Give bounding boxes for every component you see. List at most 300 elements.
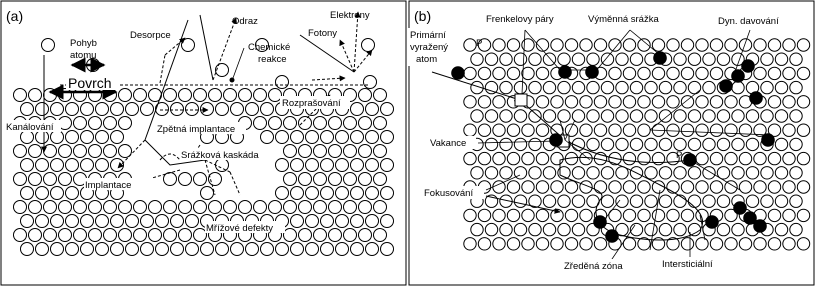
- lattice-atom: [594, 96, 606, 108]
- lattice-atom: [514, 167, 526, 179]
- lattice-atom: [674, 81, 686, 93]
- lattice-atom: [587, 167, 599, 179]
- lattice-atom: [194, 173, 207, 186]
- displaced-atom: [720, 80, 733, 93]
- lattice-atom: [359, 173, 372, 186]
- lattice-b: [464, 39, 810, 250]
- lattice-atom: [464, 96, 476, 108]
- lattice-atom: [609, 124, 621, 136]
- lattice-atom: [797, 209, 809, 221]
- lattice-atom: [688, 110, 700, 122]
- lattice-atom: [314, 117, 327, 130]
- lattice-atom: [366, 103, 379, 116]
- lattice-atom: [688, 195, 700, 207]
- lattice-atom: [529, 53, 541, 65]
- lattice-atom: [493, 39, 505, 51]
- lattice-atom: [623, 96, 635, 108]
- lattice-atom: [514, 223, 526, 235]
- lattice-atom: [507, 209, 519, 221]
- lattice-atom: [186, 243, 199, 256]
- lattice-atom: [717, 138, 729, 150]
- lattice-atom: [681, 124, 693, 136]
- lattice-atom: [601, 167, 613, 179]
- lattice-atom: [59, 173, 72, 186]
- lattice-atom: [209, 173, 222, 186]
- lattice-atom: [645, 167, 657, 179]
- lattice-atom: [344, 173, 357, 186]
- lattice-atom: [587, 138, 599, 150]
- lattice-atom: [291, 159, 304, 172]
- lattice-atom: [478, 209, 490, 221]
- lattice-atom: [269, 117, 282, 130]
- label-pohyb-2: atomu: [70, 50, 97, 61]
- lattice-atom: [783, 124, 795, 136]
- lattice-atom: [522, 124, 534, 136]
- displaced-atom: [754, 220, 767, 233]
- lattice-atom: [630, 138, 642, 150]
- lattice-atom: [464, 67, 476, 79]
- lattice-atom: [601, 110, 613, 122]
- lattice-atom: [29, 201, 42, 214]
- lattice-atom: [471, 110, 483, 122]
- displaced-atom: [750, 92, 763, 105]
- lattice-atom: [667, 96, 679, 108]
- lattice-atom: [630, 195, 642, 207]
- lattice-atom: [652, 96, 664, 108]
- lattice-atom: [710, 238, 722, 250]
- lattice-atom: [717, 110, 729, 122]
- lattice-atom: [336, 159, 349, 172]
- lattice-atom: [111, 243, 124, 256]
- lattice-atom: [329, 145, 342, 158]
- lattice-atom: [775, 223, 787, 235]
- label-fotony: Fotony: [308, 28, 338, 39]
- lattice-atom: [81, 159, 94, 172]
- lattice-atom: [717, 53, 729, 65]
- lattice-atom: [96, 215, 109, 228]
- lattice-atom: [231, 243, 244, 256]
- lattice-atom: [783, 96, 795, 108]
- lattice-atom: [500, 223, 512, 235]
- lattice-atom: [314, 173, 327, 186]
- lattice-atom: [299, 145, 312, 158]
- lattice-atom: [696, 67, 708, 79]
- lattice-atom: [725, 152, 737, 164]
- lattice-atom: [522, 209, 534, 221]
- lattice-atom: [464, 152, 476, 164]
- lattice-atom: [623, 67, 635, 79]
- lattice-atom: [717, 223, 729, 235]
- lattice-atom: [522, 152, 534, 164]
- lattice-atom: [186, 103, 199, 116]
- lattice-atom: [551, 152, 563, 164]
- lattice-atom: [216, 64, 229, 77]
- lattice-atom: [119, 229, 132, 242]
- lattice-atom: [366, 243, 379, 256]
- lattice-atom: [688, 53, 700, 65]
- lattice-atom: [471, 223, 483, 235]
- lattice-atom: [529, 81, 541, 93]
- displaced-atom: [742, 60, 755, 73]
- lattice-atom: [746, 195, 758, 207]
- lattice-atom: [44, 201, 57, 214]
- lattice-atom: [710, 96, 722, 108]
- lattice-atom: [659, 81, 671, 93]
- lattice-atom: [746, 110, 758, 122]
- lattice-atom: [359, 89, 372, 102]
- label-odraz: Odraz: [232, 16, 258, 27]
- lattice-atom: [768, 67, 780, 79]
- lattice-atom: [761, 53, 773, 65]
- lattice-atom: [674, 138, 686, 150]
- lattice-atom: [284, 145, 297, 158]
- lattice-atom: [381, 131, 394, 144]
- lattice-atom: [609, 96, 621, 108]
- lattice-atom: [321, 215, 334, 228]
- lattice-atom: [580, 96, 592, 108]
- lattice-atom: [224, 89, 237, 102]
- lattice-atom: [14, 89, 27, 102]
- lattice-atom: [761, 81, 773, 93]
- lattice-atom: [688, 138, 700, 150]
- lattice-atom: [725, 238, 737, 250]
- lattice-atom: [565, 181, 577, 193]
- lattice-atom: [594, 181, 606, 193]
- lattice-atom: [89, 117, 102, 130]
- label-implantace: Implantace: [85, 180, 132, 191]
- lattice-atom: [374, 89, 387, 102]
- lattice-atom: [96, 159, 109, 172]
- lattice-atom: [321, 187, 334, 200]
- lattice-atom: [344, 117, 357, 130]
- lattice-atom: [44, 145, 57, 158]
- displaced-atom: [732, 70, 745, 83]
- lattice-atom: [500, 110, 512, 122]
- label-dyn: Dyn. davování: [718, 16, 779, 27]
- lattice-atom: [29, 145, 42, 158]
- lattice-atom: [754, 67, 766, 79]
- lattice-atom: [746, 138, 758, 150]
- lattice-atom: [710, 67, 722, 79]
- label-primarni-1: Primární: [410, 30, 446, 41]
- lattice-atom: [299, 229, 312, 242]
- lattice-atom: [284, 229, 297, 242]
- lattice-atom: [638, 67, 650, 79]
- lattice-atom: [141, 243, 154, 256]
- lattice-atom: [558, 110, 570, 122]
- label-kanalovani: Kanálování: [6, 122, 54, 133]
- lattice-atom: [471, 167, 483, 179]
- lattice-atom: [299, 201, 312, 214]
- lattice-atom: [44, 173, 57, 186]
- lattice-atom: [464, 124, 476, 136]
- lattice-atom: [261, 243, 274, 256]
- lattice-atom: [645, 81, 657, 93]
- lattice-atom: [645, 110, 657, 122]
- lattice-atom: [783, 39, 795, 51]
- displaced-atom: [706, 216, 719, 229]
- lattice-atom: [36, 187, 49, 200]
- lattice-atom: [96, 131, 109, 144]
- lattice-atom: [51, 103, 64, 116]
- lattice-atom: [362, 39, 375, 52]
- lattice-atom: [194, 229, 207, 242]
- label-zredena: Zředěná zóna: [564, 261, 623, 272]
- lattice-atom: [572, 223, 584, 235]
- lattice-atom: [364, 76, 377, 89]
- lattice-atom: [652, 67, 664, 79]
- lattice-atom: [783, 67, 795, 79]
- panel-a-tag: (a): [6, 8, 24, 24]
- lattice-atom: [478, 238, 490, 250]
- lattice-atom: [652, 39, 664, 51]
- lattice-atom: [464, 39, 476, 51]
- lattice-atom: [775, 167, 787, 179]
- lattice-atom: [609, 67, 621, 79]
- lattice-atom: [239, 201, 252, 214]
- lattice-atom: [111, 159, 124, 172]
- lattice-atom: [366, 187, 379, 200]
- lattice-atom: [500, 53, 512, 65]
- displaced-atom: [734, 202, 747, 215]
- lattice-atom: [306, 131, 319, 144]
- lattice-atom: [551, 181, 563, 193]
- lattice-atom: [507, 152, 519, 164]
- lattice-atom: [359, 201, 372, 214]
- lattice-atom: [696, 96, 708, 108]
- lattice-atom: [630, 81, 642, 93]
- lattice-atom: [703, 53, 715, 65]
- lattice-atom: [768, 181, 780, 193]
- lattice-atom: [366, 159, 379, 172]
- lattice-atom: [119, 89, 132, 102]
- lattice-atom: [500, 138, 512, 150]
- lattice-atom: [119, 117, 132, 130]
- lattice-atom: [696, 124, 708, 136]
- lattice-atom: [493, 124, 505, 136]
- lattice-atom: [261, 131, 274, 144]
- lattice-atom: [667, 209, 679, 221]
- label-intersticialni: Intersticiální: [662, 259, 713, 270]
- lattice-atom: [688, 167, 700, 179]
- lattice-atom: [572, 167, 584, 179]
- lattice-atom: [66, 215, 79, 228]
- lattice-atom: [276, 159, 289, 172]
- lattice-atom: [710, 39, 722, 51]
- lattice-atom: [493, 152, 505, 164]
- lattice-atom: [775, 195, 787, 207]
- lattice-atom: [51, 187, 64, 200]
- lattice-atom: [667, 124, 679, 136]
- label-primarni-2: vyražený: [410, 42, 449, 53]
- displaced-atom: [654, 52, 667, 65]
- lattice-atom: [29, 89, 42, 102]
- lattice-atom: [536, 124, 548, 136]
- lattice-atom: [329, 201, 342, 214]
- lattice-atom: [89, 145, 102, 158]
- lattice-atom: [754, 181, 766, 193]
- lattice-atom: [126, 243, 139, 256]
- lattice-atom: [659, 110, 671, 122]
- lattice-atom: [336, 215, 349, 228]
- lattice-atom: [194, 201, 207, 214]
- lattice-atom: [276, 131, 289, 144]
- lattice-atom: [732, 167, 744, 179]
- lattice-atom: [514, 110, 526, 122]
- lattice-atom: [797, 181, 809, 193]
- lattice-atom: [529, 223, 541, 235]
- lattice-atom: [246, 103, 259, 116]
- lattice-atom: [580, 238, 592, 250]
- lattice-atom: [659, 138, 671, 150]
- lattice-atom: [507, 67, 519, 79]
- lattice-atom: [179, 201, 192, 214]
- lattice-atom: [89, 201, 102, 214]
- lattice-atom: [500, 167, 512, 179]
- electron-out: [354, 12, 358, 72]
- lattice-atom: [536, 96, 548, 108]
- lattice-atom: [551, 96, 563, 108]
- lattice-atom: [558, 195, 570, 207]
- lattice-a: [14, 39, 394, 256]
- lattice-atom: [768, 96, 780, 108]
- lattice-atom: [775, 110, 787, 122]
- lattice-atom: [580, 152, 592, 164]
- label-mrizove: Mřížové defekty: [206, 223, 274, 234]
- lattice-atom: [507, 181, 519, 193]
- lattice-atom: [141, 103, 154, 116]
- lattice-atom: [344, 201, 357, 214]
- lattice-atom: [790, 138, 802, 150]
- lattice-atom: [59, 201, 72, 214]
- lattice-atom: [21, 215, 34, 228]
- lattice-atom: [551, 39, 563, 51]
- lattice-atom: [797, 238, 809, 250]
- lattice-atom: [543, 167, 555, 179]
- lattice-atom: [216, 103, 229, 116]
- lattice-atom: [688, 81, 700, 93]
- lattice-atom: [74, 201, 87, 214]
- lattice-atom: [565, 209, 577, 221]
- lattice-atom: [314, 229, 327, 242]
- lattice-atom: [659, 195, 671, 207]
- lattice-atom: [351, 215, 364, 228]
- lattice-atom: [464, 238, 476, 250]
- lattice-atom: [485, 110, 497, 122]
- lattice-atom: [659, 167, 671, 179]
- lattice-atom: [601, 138, 613, 150]
- lattice-atom: [732, 81, 744, 93]
- lattice-atom: [674, 110, 686, 122]
- lattice-atom: [201, 103, 214, 116]
- lattice-atom: [529, 167, 541, 179]
- lattice-atom: [96, 243, 109, 256]
- lattice-atom: [485, 53, 497, 65]
- lattice-atom: [381, 243, 394, 256]
- lattice-atom: [790, 167, 802, 179]
- lattice-atom: [493, 96, 505, 108]
- lattice-atom: [725, 96, 737, 108]
- lattice-atom: [299, 173, 312, 186]
- lattice-atom: [616, 138, 628, 150]
- lattice-atom: [681, 96, 693, 108]
- lattice-atom: [565, 39, 577, 51]
- lattice-atom: [572, 195, 584, 207]
- lattice-atom: [725, 124, 737, 136]
- lattice-atom: [66, 159, 79, 172]
- lattice-atom: [674, 53, 686, 65]
- lattice-atom: [478, 96, 490, 108]
- lattice-atom: [768, 238, 780, 250]
- displaced-atom: [452, 67, 465, 80]
- label-povrch: Povrch: [68, 75, 112, 91]
- lattice-atom: [351, 243, 364, 256]
- displaced-atom: [594, 216, 607, 229]
- lattice-atom: [321, 159, 334, 172]
- lattice-atom: [209, 201, 222, 214]
- lattice-atom: [201, 243, 214, 256]
- lattice-atom: [638, 152, 650, 164]
- lattice-atom: [374, 117, 387, 130]
- lattice-atom: [609, 181, 621, 193]
- lattice-atom: [797, 67, 809, 79]
- lattice-atom: [580, 209, 592, 221]
- lattice-atom: [485, 167, 497, 179]
- lattice-atom: [186, 215, 199, 228]
- lattice-atom: [306, 215, 319, 228]
- lattice-atom: [710, 152, 722, 164]
- lattice-atom: [514, 138, 526, 150]
- lattice-atom: [224, 201, 237, 214]
- label-frenkel: Frenkelovy páry: [486, 14, 554, 25]
- displaced-atom: [762, 134, 775, 147]
- lattice-atom: [381, 159, 394, 172]
- label-p-top: P: [476, 38, 483, 49]
- lattice-atom: [797, 39, 809, 51]
- lattice-atom: [536, 181, 548, 193]
- lattice-atom: [732, 110, 744, 122]
- lattice-atom: [81, 215, 94, 228]
- lattice-atom: [374, 145, 387, 158]
- lattice-atom: [29, 173, 42, 186]
- lattice-atom: [179, 173, 192, 186]
- lattice-atom: [36, 103, 49, 116]
- lattice-atom: [638, 181, 650, 193]
- lattice-atom: [529, 138, 541, 150]
- displaced-atom: [684, 154, 697, 167]
- lattice-atom: [51, 215, 64, 228]
- lattice-atom: [638, 124, 650, 136]
- lattice-atom: [351, 159, 364, 172]
- lattice-atom: [284, 117, 297, 130]
- lattice-atom: [746, 167, 758, 179]
- lattice-atom: [594, 39, 606, 51]
- label-rozprasovani: Rozprašování: [282, 98, 341, 109]
- label-srazkova: Srážková kaskáda: [181, 150, 259, 161]
- lattice-atom: [51, 243, 64, 256]
- lattice-atom: [485, 223, 497, 235]
- lattice-atom: [314, 201, 327, 214]
- lattice-atom: [609, 39, 621, 51]
- lattice-atom: [572, 53, 584, 65]
- lattice-atom: [126, 103, 139, 116]
- lattice-atom: [66, 131, 79, 144]
- lattice-atom: [572, 110, 584, 122]
- lattice-atom: [42, 39, 55, 52]
- lattice-atom: [329, 229, 342, 242]
- lattice-atom: [710, 181, 722, 193]
- lattice-atom: [246, 243, 259, 256]
